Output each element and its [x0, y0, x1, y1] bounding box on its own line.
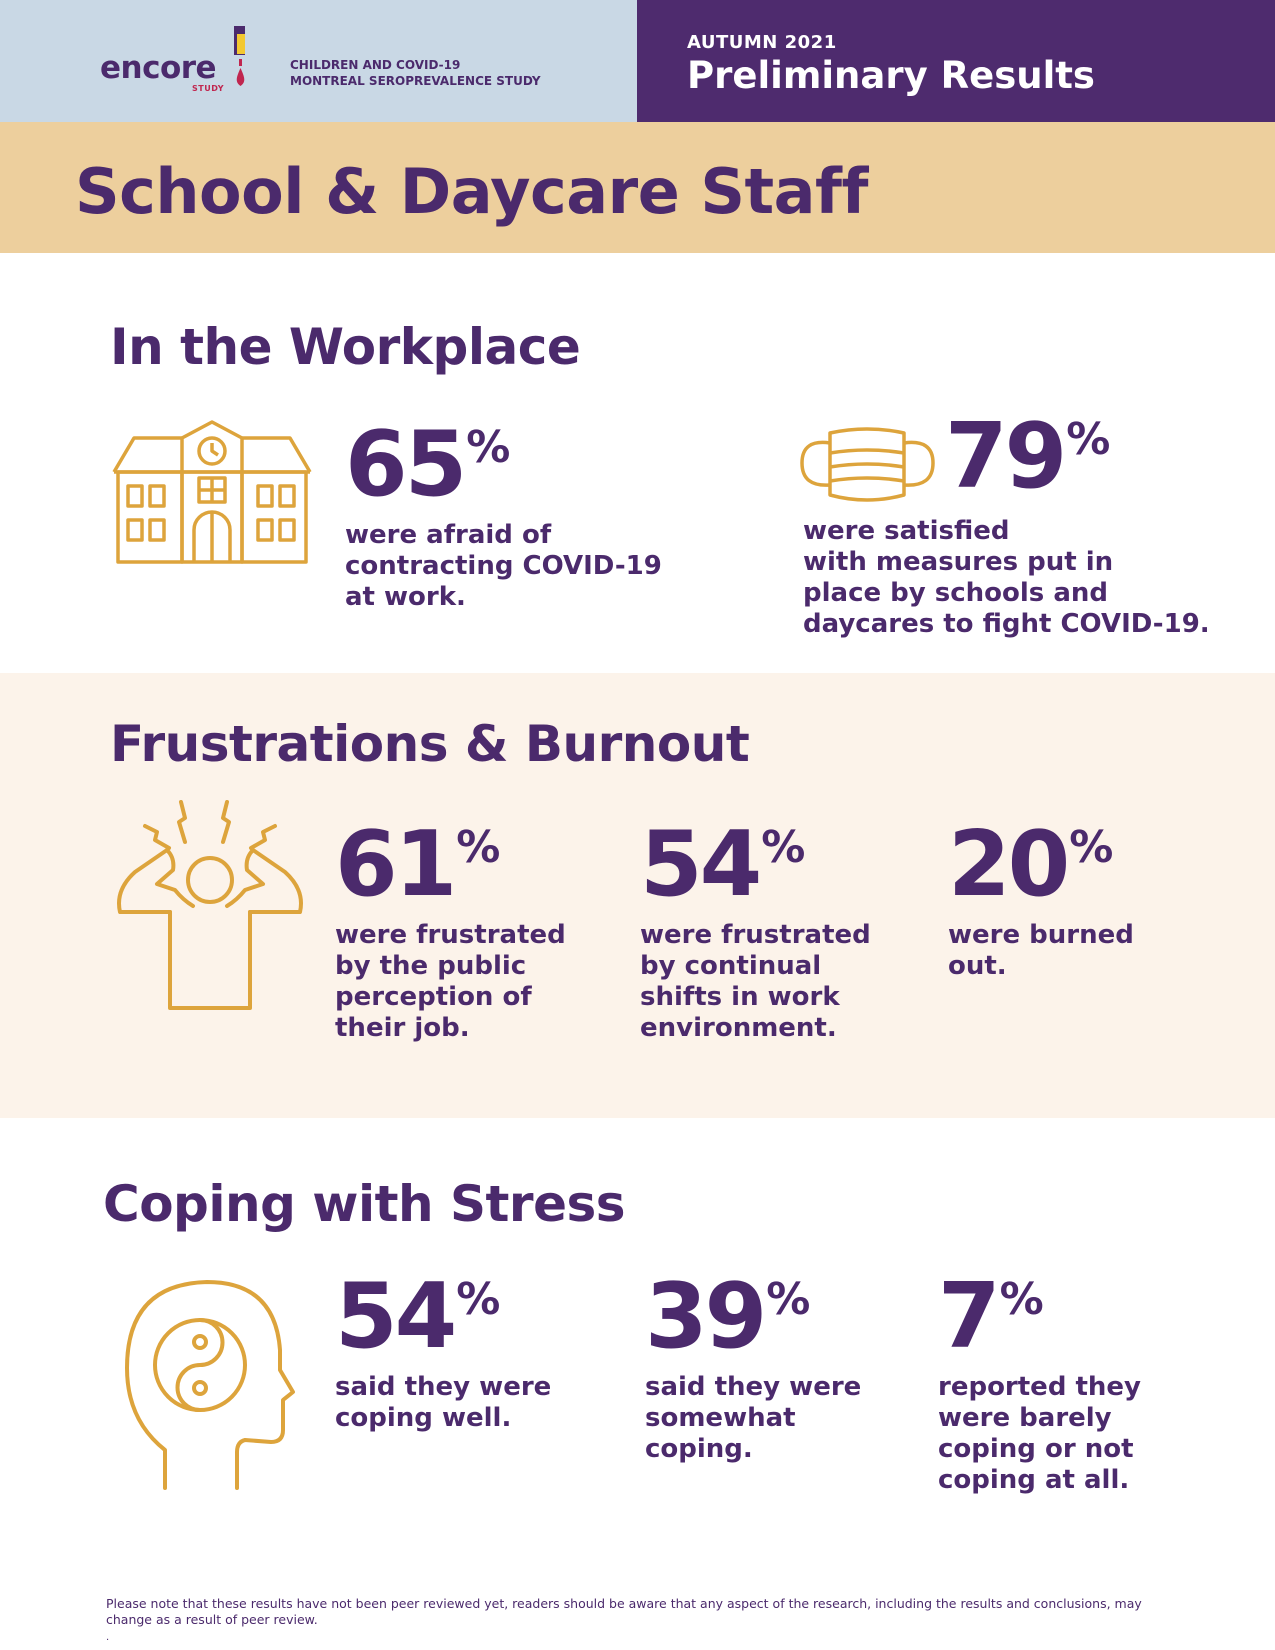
- desc-line: their job.: [335, 1013, 470, 1043]
- stat-work-shifts: [640, 812, 871, 1044]
- stat-value: 65: [345, 412, 465, 517]
- logo-subtext: STUDY: [192, 84, 225, 93]
- stat-description: [345, 520, 662, 613]
- section-title-coping: Coping with Stress: [103, 1175, 626, 1233]
- stat-burned-out: [948, 812, 1134, 982]
- desc-line: with measures put in: [803, 547, 1114, 577]
- desc-line: coping or not: [938, 1434, 1134, 1464]
- stat-unit: %: [456, 822, 501, 873]
- stat-barely-coping: [938, 1264, 1141, 1496]
- desc-line: were frustrated: [335, 920, 566, 950]
- stat-description: [948, 920, 1134, 982]
- stat-value: 54: [335, 1264, 455, 1369]
- desc-line: were afraid of: [345, 520, 552, 550]
- stat-value: 61: [335, 812, 455, 917]
- header: [0, 0, 1275, 122]
- stat-description: [803, 516, 1210, 640]
- stat-somewhat-coping: [645, 1264, 862, 1465]
- desc-line: out.: [948, 951, 1007, 981]
- desc-line: environment.: [640, 1013, 837, 1043]
- stat-unit: %: [456, 1274, 501, 1325]
- peer-review-disclaimer: Please note that these results have not been peer reviewed yet, readers should be aware that any aspect of the research, including the results and conclusions, may change as a result of peer review.: [106, 1596, 1142, 1627]
- desc-line: shifts in work: [640, 982, 840, 1012]
- school-building-icon: [112, 420, 312, 565]
- section-title-workplace: In the Workplace: [110, 318, 581, 376]
- stat-value: 79: [945, 404, 1065, 509]
- stat-value: 20: [948, 812, 1068, 917]
- study-title-line1: CHILDREN AND COVID-19: [290, 58, 461, 72]
- stat-unit: %: [761, 822, 806, 873]
- stat-public-perception: [335, 812, 566, 1044]
- stat-unit: %: [466, 422, 511, 473]
- stat-description: [335, 1372, 551, 1434]
- stat-value: 7: [938, 1264, 998, 1369]
- stat-unit: %: [1069, 822, 1114, 873]
- report-title: Preliminary Results: [687, 54, 1095, 97]
- logo-text: encore: [100, 50, 217, 86]
- logo-mark-icon: [232, 26, 252, 94]
- page-title: School & Daycare Staff: [75, 155, 868, 228]
- study-title-line2: MONTREAL SEROPREVALENCE STUDY: [290, 74, 541, 88]
- stat-value: 54: [640, 812, 760, 917]
- section-title-frustrations: Frustrations & Burnout: [110, 715, 750, 773]
- stat-description: [640, 920, 871, 1044]
- desc-line: said they were: [335, 1372, 552, 1402]
- desc-line: by the public: [335, 951, 527, 981]
- stat-description: [335, 920, 566, 1044]
- desc-line: coping well.: [335, 1403, 512, 1433]
- stat-value: 39: [645, 1264, 765, 1369]
- stat-description: [938, 1372, 1141, 1496]
- stat-unit: %: [766, 1274, 811, 1325]
- desc-line: said they were: [645, 1372, 862, 1402]
- desc-line: were barely: [938, 1403, 1112, 1433]
- stat-coping-well: [335, 1264, 552, 1434]
- stat-satisfied-measures: [803, 404, 1210, 640]
- desc-line: contracting COVID-19: [345, 551, 662, 581]
- study-title: [290, 57, 541, 89]
- stat-unit: %: [1066, 414, 1111, 465]
- desc-line: daycares to fight COVID-19.: [803, 609, 1210, 639]
- footnote-mark: .: [106, 1632, 110, 1643]
- desc-line: were frustrated: [640, 920, 871, 950]
- desc-line: coping.: [645, 1434, 753, 1464]
- stat-unit: %: [999, 1274, 1044, 1325]
- desc-line: somewhat: [645, 1403, 796, 1433]
- stat-description: [645, 1372, 861, 1465]
- desc-line: were satisfied: [803, 516, 1010, 546]
- desc-line: by continual: [640, 951, 822, 981]
- stat-afraid-covid: [345, 412, 662, 613]
- desc-line: coping at all.: [938, 1465, 1130, 1495]
- stressed-person-icon: [115, 800, 305, 1010]
- season-label: AUTUMN 2021: [687, 32, 837, 53]
- desc-line: were burned: [948, 920, 1134, 950]
- head-yin-yang-icon: [125, 1280, 295, 1490]
- desc-line: at work.: [345, 582, 466, 612]
- desc-line: reported they: [938, 1372, 1141, 1402]
- desc-line: perception of: [335, 982, 532, 1012]
- desc-line: place by schools and: [803, 578, 1109, 608]
